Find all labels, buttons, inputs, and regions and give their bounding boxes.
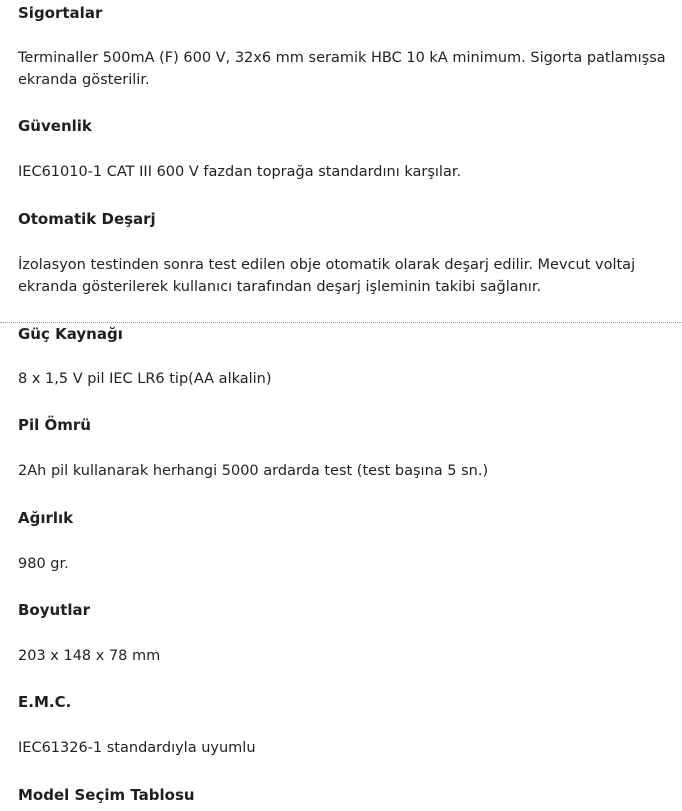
section-text-guc-kaynagi: 8 x 1,5 V pil IEC LR6 tip(AA alkalin) [18,371,272,387]
section-text-pil-omru: 2Ah pil kullanarak herhangi 5000 ardarda test (test başına 5 sn.) [18,463,489,479]
section-heading-otomatik-desarj: Otomatik Deşarj [18,210,156,228]
section-text-boyutlar: 203 x 148 x 78 mm [18,648,161,664]
section-text-sigortalar: Terminaller 500mA (F) 600 V, 32x6 mm seramik HBC 10 kA minimum. Sigorta patlamışsa ekranda gösterilir. [18,50,666,88]
section-text-otomatik-desarj: İzolasyon testinden sonra test edilen obje otomatik olarak deşarj edilir. Mevcut voltaj ekranda gösterilerek kullanıcı tarafından deşarj işleminin takibi sağlanır. [18,257,636,295]
section-heading-pil-omru: Pil Ömrü [18,416,91,434]
section-text-guvenlik: IEC61010-1 CAT III 600 V fazdan toprağa standardını karşılar. [18,164,462,180]
section-text-agirlik: 980 gr. [18,556,69,572]
section-heading-model-secim-tablosu: Model Seçim Tablosu [18,786,195,804]
section-heading-agirlik: Ağırlık [18,509,74,527]
section-heading-sigortalar: Sigortalar [18,4,103,22]
section-heading-guc-kaynagi: Güç Kaynağı [18,325,123,343]
section-divider [0,322,682,323]
section-text-emc: IEC61326-1 standardıyla uyumlu [18,740,256,756]
section-heading-boyutlar: Boyutlar [18,601,91,619]
section-heading-guvenlik: Güvenlik [18,117,92,135]
section-heading-emc: E.M.C. [18,693,72,711]
